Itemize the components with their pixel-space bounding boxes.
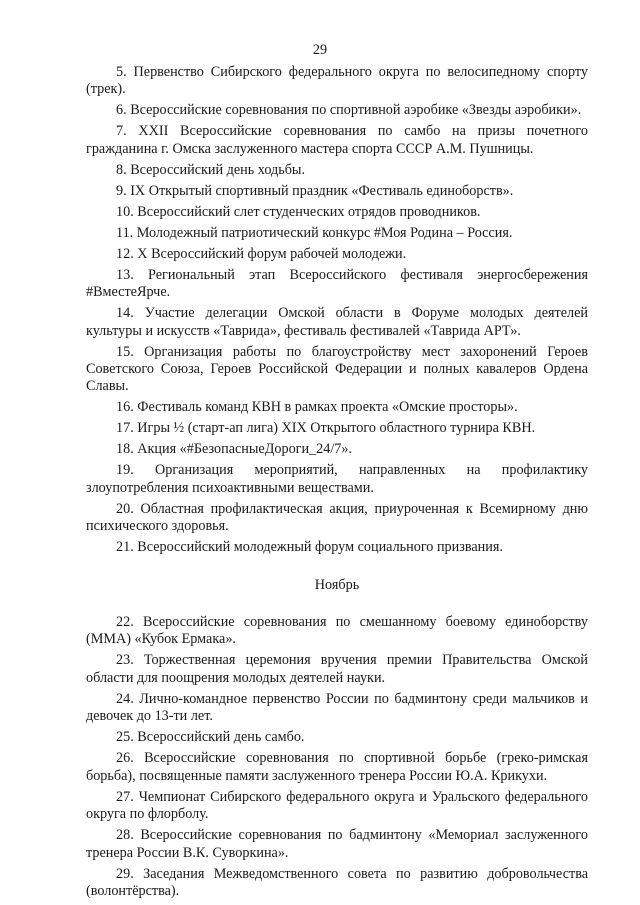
list-item: 21. Всероссийский молодежный форум социального призвания. <box>116 539 503 556</box>
list-item: 13. Региональный этап Всероссийского фестиваля энергосбережения #ВместеЯрче. <box>86 266 588 301</box>
list-item: 28. Всероссийские соревнования по бадминтону «Мемориал заслуженного тренера России В.К. Суворкина». <box>86 827 588 861</box>
list-item: 27. Чемпионат Сибирского федерального округа и Уральского федерального округа по флорболу. <box>86 788 588 823</box>
list-item: 5. Первенство Сибирского федерального округа по велосипедному спорту (трек). <box>86 64 588 98</box>
list-item: 8. Всероссийский день ходьбы. <box>116 161 306 178</box>
list-item: 23. Торжественная церемония вручения премии Правительства Омской области для поощрения молодых деятелей науки. <box>86 652 588 686</box>
list-item: 26. Всероссийские соревнования по спортивной борьбе (греко-римская борьба), посвященные памяти заслуженного тренера России Ю.А. Крикухи. <box>86 750 588 784</box>
list-item: 16. Фестиваль команд КВН в рамках проекта «Омские просторы». <box>116 399 518 416</box>
event-list-october <box>86 64 588 557</box>
list-item: 25. Всероссийский день самбо. <box>116 729 305 746</box>
list-item: 10. Всероссийский слет студенческих отрядов проводников. <box>116 203 481 220</box>
list-item: 12. X Всероссийский форум рабочей молодежи. <box>116 245 407 262</box>
list-item: 22. Всероссийские соревнования по смешанному боевому единоборству (ММА) «Кубок Ермака». <box>86 614 588 648</box>
list-item: 29. Заседания Межведомственного совета по развитию добровольчества (волонтёрства). <box>86 865 588 899</box>
list-item: 9. IX Открытый спортивный праздник «Фестиваль единоборств». <box>116 182 514 199</box>
list-item: 7. XXII Всероссийские соревнования по самбо на призы почетного гражданина г. Омска заслуженного мастера спорта СССР А.М. Пушницы. <box>86 123 588 157</box>
list-item: 11. Молодежный патриотический конкурс #Моя Родина – Россия. <box>116 224 513 241</box>
list-item: 20. Областная профилактическая акция, приуроченная к Всемирному дню психического здоровья. <box>86 500 588 535</box>
list-item: 24. Лично-командное первенство России по бадминтону среди мальчиков и девочек до 13-ти лет. <box>86 690 588 725</box>
document-body <box>86 64 588 904</box>
list-item: 6. Всероссийские соревнования по спортивной аэробике «Звезды аэробики». <box>116 102 582 119</box>
list-item: 15. Организация работы по благоустройству мест захоронений Героев Советского Союза, Героев Российской Федерации и полных кавалеров Ордена Славы. <box>86 343 588 395</box>
event-list-november <box>86 614 588 900</box>
list-item: 18. Акция «#БезопасныеДороги_24/7». <box>116 441 353 458</box>
section-heading-november: Ноябрь <box>314 576 360 593</box>
list-item: 19. Организация мероприятий, направленных на профилактику злоупотребления психоактивными веществами. <box>86 462 588 496</box>
list-item: 17. Игры ½ (старт-ап лига) XIX Открытого областного турнира КВН. <box>116 420 536 437</box>
page-number: 29 <box>312 42 328 58</box>
list-item: 14. Участие делегации Омской области в Форуме молодых деятелей культуры и искусств «Таврида», фестиваль фестивалей «Таврида АРТ». <box>86 305 588 339</box>
